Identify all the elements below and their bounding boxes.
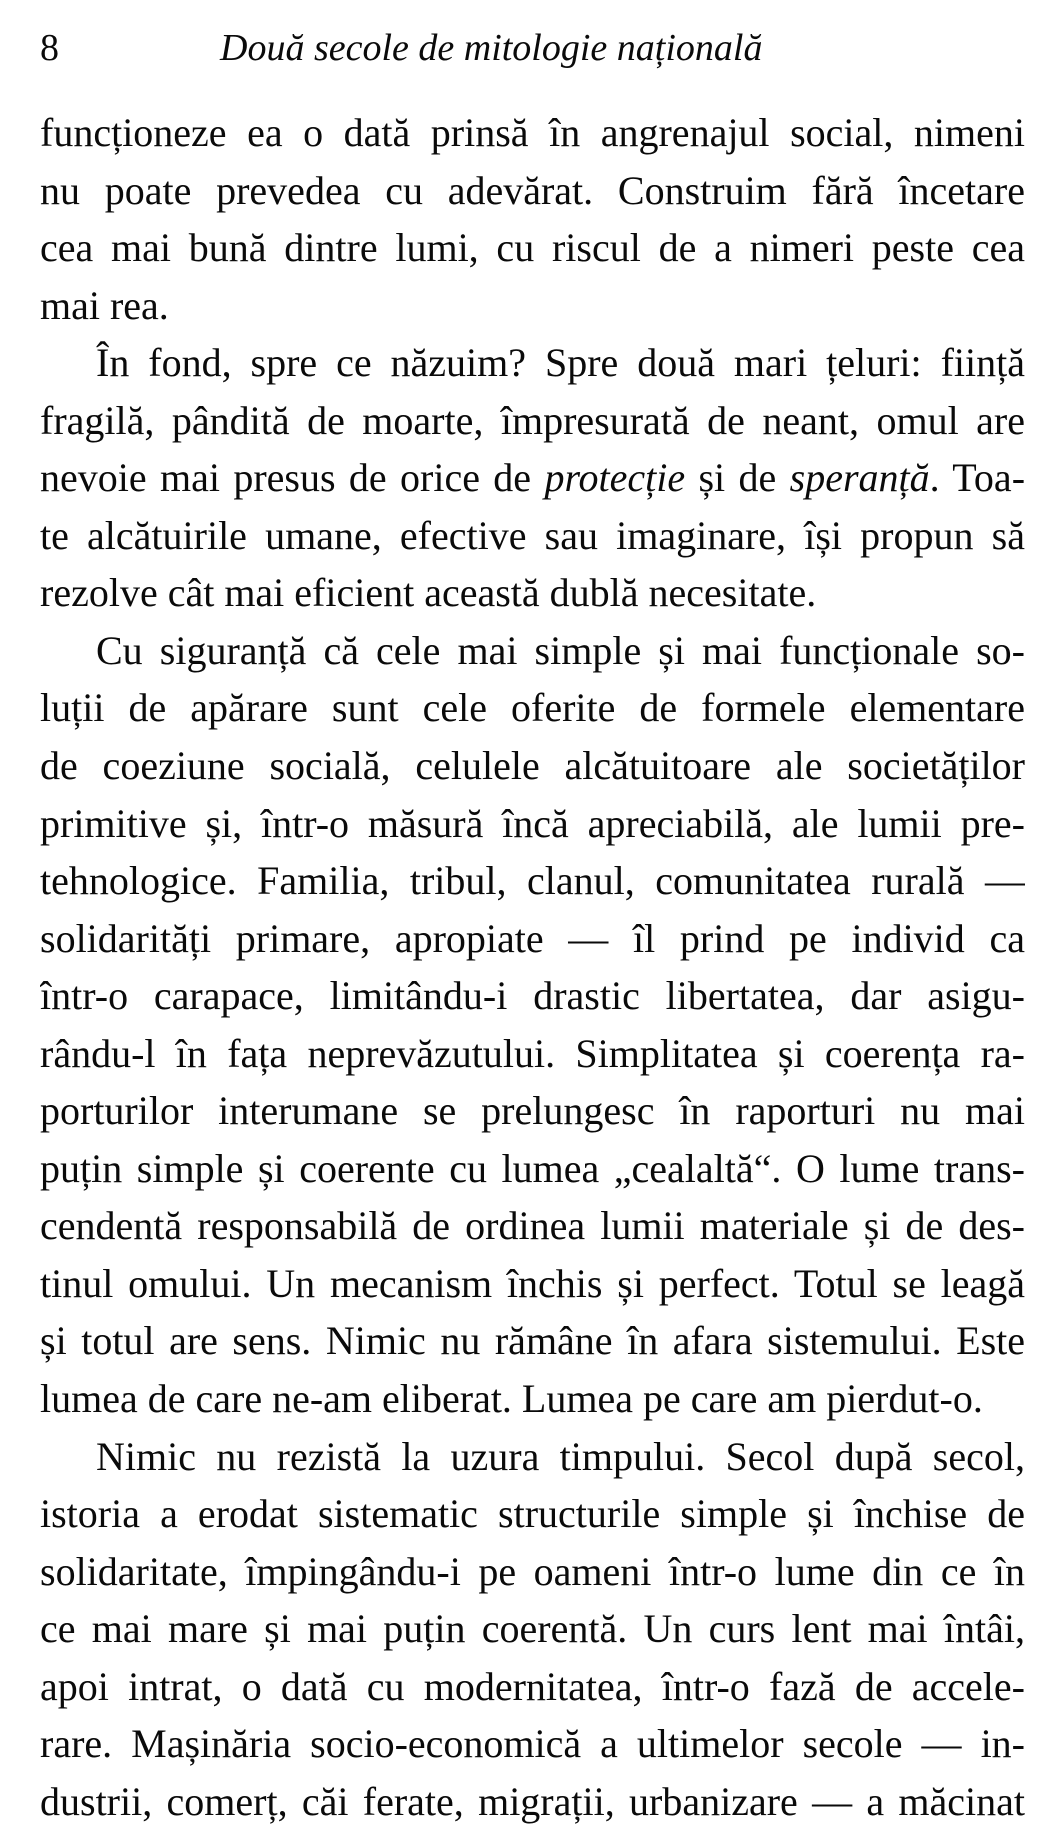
text-line: În fond, spre ce năzuim? Spre două mari țeluri: ființă: [96, 340, 1025, 386]
text-line: primitive și, într-o măsură încă apreciabilă, ale lumii pre-: [40, 800, 1025, 846]
text-run: și de: [685, 455, 790, 501]
text-line: rându-l în fața neprevăzutului. Simplitatea și coerența ra-: [40, 1030, 1025, 1076]
body-text: [40, 104, 1025, 1830]
text-line: [40, 449, 1025, 507]
text-line: fragilă, pândită de moarte, împresurată de neant, omul are: [40, 397, 1025, 443]
text-line: luții de apărare sunt cele oferite de formele elementare: [40, 685, 1025, 731]
text-line: funcționeze ea o dată prinsă în angrenajul social, nimeni: [40, 110, 1025, 155]
text-line: puțin simple și coerente cu lumea „cealaltă“. O lume trans-: [40, 1145, 1025, 1191]
text-line: porturilor interumane se prelungesc în raporturi nu mai: [40, 1088, 1025, 1134]
page-number: 8: [40, 27, 59, 69]
text-line: dustrii, comerț, căi ferate, migrații, urbanizare — a măcinat: [40, 1778, 1025, 1824]
text-line: și totul are sens. Nimic nu rămâne în afara sistemului. Este: [40, 1318, 1025, 1364]
text-line: solidarități primare, apropiate — îl prind pe individ ca: [40, 915, 1025, 961]
text-line: te alcătuirile umane, efective sau imaginare, își propun să: [40, 512, 1025, 558]
text-line: nu poate prevedea cu adevărat. Construim fără încetare: [40, 167, 1025, 213]
text-line: Cu siguranță că cele mai simple și mai funcționale so-: [96, 627, 1025, 673]
emphasized-word: speranță: [789, 455, 930, 501]
text-line: apoi intrat, o dată cu modernitatea, într-o fază de accele-: [40, 1663, 1025, 1709]
text-run: . Toa-: [929, 455, 1025, 501]
text-line: tinul omului. Un mecanism închis și perfect. Totul se leagă: [40, 1260, 1025, 1306]
running-header: [40, 18, 1030, 78]
text-line: ce mai mare și mai puțin coerentă. Un curs lent mai întâi,: [40, 1606, 1025, 1652]
emphasized-word: protecție: [544, 455, 686, 501]
text-line: într-o carapace, limitându-i drastic libertatea, dar asigu-: [40, 973, 1025, 1019]
text-line: Nimic nu rezistă la uzura timpului. Secol după secol,: [96, 1433, 1025, 1479]
text-line: solidaritate, împingându-i pe oameni într-o lume din ce în: [40, 1548, 1025, 1594]
text-line: rezolve cât mai eficient această dublă necesitate.: [40, 570, 817, 616]
running-title: Două secole de mitologie națională: [220, 27, 763, 69]
text-line: istoria a erodat sistematic structurile simple și închise de: [40, 1491, 1025, 1537]
text-line: tehnologice. Familia, tribul, clanul, comunitatea rurală —: [40, 858, 1025, 904]
text-run: nevoie mai presus de orice de: [40, 455, 545, 501]
text-line: cendentă responsabilă de ordinea lumii materiale și de des-: [40, 1203, 1025, 1249]
text-line: lumea de care ne-am eliberat. Lumea pe care am pierdut-o.: [40, 1376, 983, 1422]
text-line: rare. Mașinăria socio-economică a ultimelor secole — in-: [40, 1721, 1025, 1767]
text-line: mai rea.: [40, 282, 169, 328]
text-line: cea mai bună dintre lumi, cu riscul de a nimeri peste cea: [40, 225, 1025, 271]
text-line: de coeziune socială, celulele alcătuitoare ale societăților: [40, 743, 1025, 789]
